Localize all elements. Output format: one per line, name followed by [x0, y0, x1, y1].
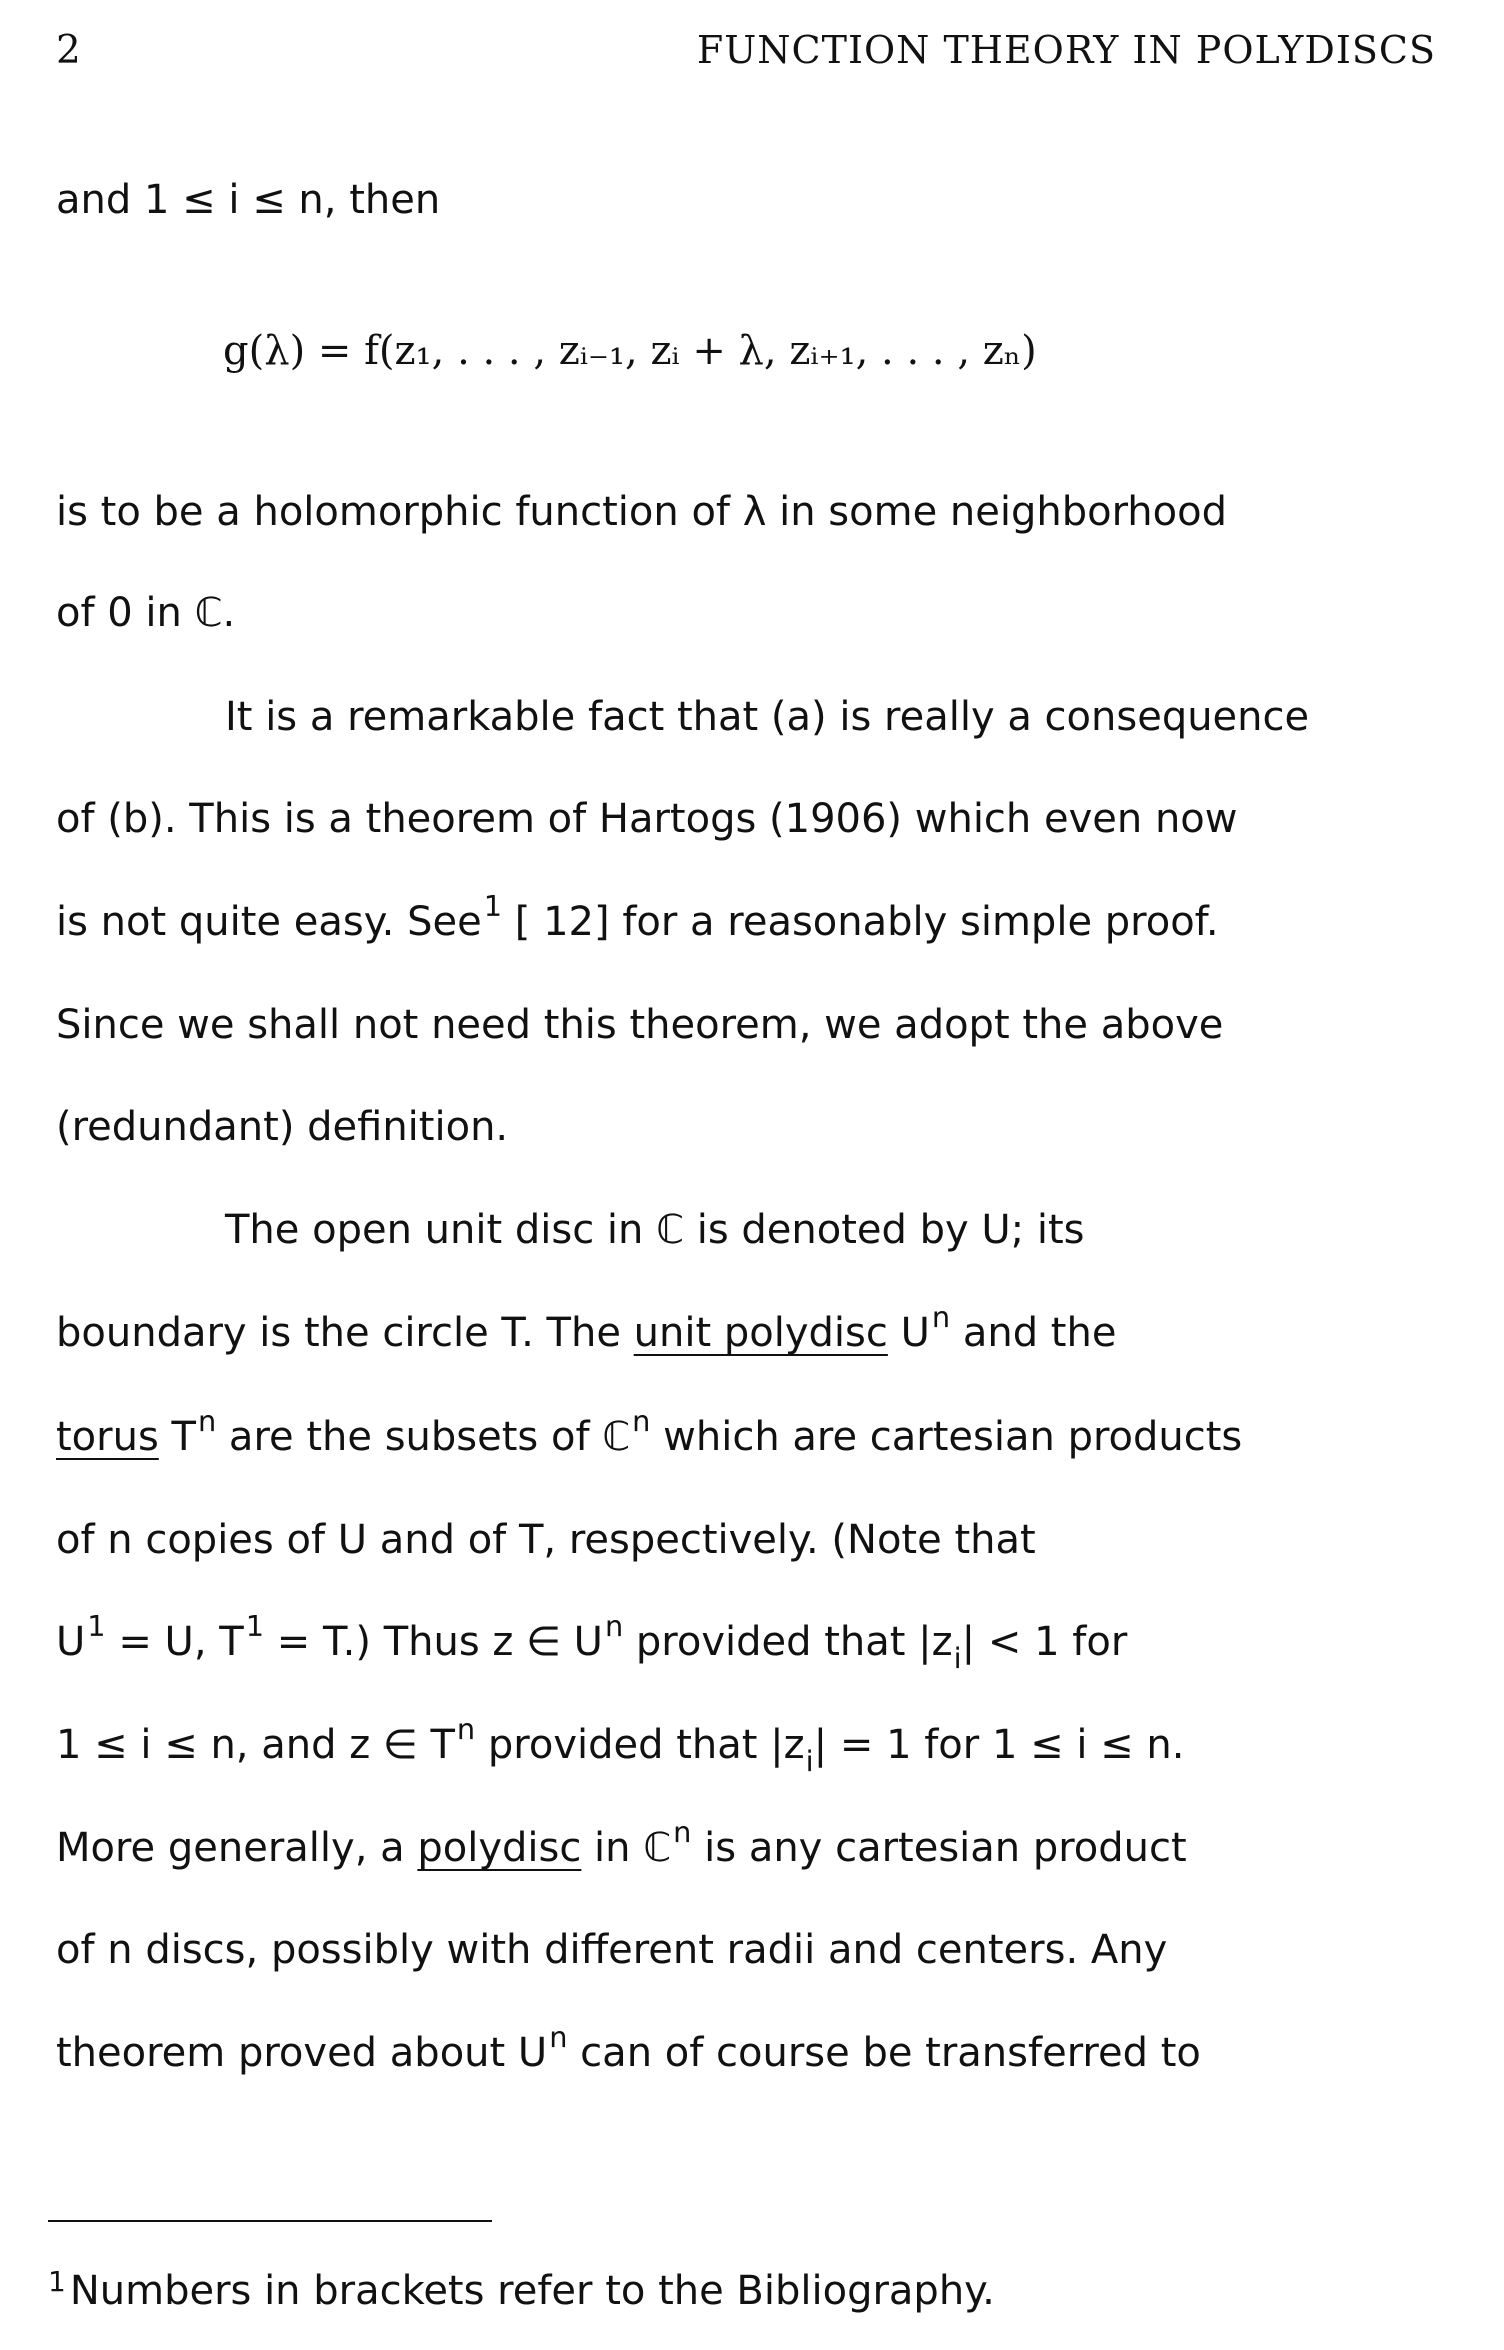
footnote: [48, 2265, 995, 2314]
text-line-8: (redundant) definition.: [56, 1104, 509, 1150]
term-unit-polydisc: unit polydisc: [633, 1310, 888, 1356]
superscript: n: [197, 1404, 217, 1439]
text-segment: is any cartesian product: [691, 1825, 1187, 1871]
display-equation: g(λ) = f(z₁, . . . , zᵢ₋₁, zᵢ + λ, zᵢ₊₁, . . . , zₙ): [223, 328, 1037, 374]
text-line-2: is to be a holomorphic function of λ in some neighborhood: [56, 489, 1227, 535]
footnote-text: Numbers in brackets refer to the Bibliography.: [69, 2268, 995, 2314]
text-segment: can of course be transferred to: [567, 2030, 1201, 2076]
text-line-16: of n discs, possibly with different radii and centers. Any: [56, 1927, 1168, 1973]
text-segment: in ℂ: [581, 1825, 672, 1871]
text-line-3: of 0 in ℂ.: [56, 590, 236, 636]
superscript: n: [456, 1712, 476, 1747]
superscript: n: [632, 1404, 651, 1439]
text-line-12: of n copies of U and of T, respectively. (Note that: [56, 1517, 1036, 1563]
text-segment: U: [887, 1310, 930, 1356]
text-line-10: [56, 1300, 1117, 1356]
footnote-separator: [48, 2220, 492, 2222]
text-segment: provided that |z: [623, 1619, 953, 1665]
text-segment: = U, T: [105, 1619, 244, 1665]
text-line-1: and 1 ≤ i ≤ n, then: [56, 177, 441, 223]
text-segment: which are cartesian products: [650, 1414, 1243, 1460]
text-segment: U: [56, 1619, 86, 1665]
text-line-7: Since we shall not need this theorem, we adopt the above: [56, 1002, 1224, 1048]
text-segment: is not quite easy. See: [56, 899, 482, 945]
text-line-17: [56, 2020, 1201, 2076]
text-segment: | < 1 for: [961, 1619, 1128, 1665]
text-line-15: [56, 1815, 1187, 1871]
text-line-4: It is a remarkable fact that (a) is really a consequence: [225, 694, 1310, 740]
text-line-13: [56, 1609, 1128, 1675]
superscript: 1: [87, 1609, 106, 1644]
superscript: 1: [245, 1609, 265, 1644]
term-torus: torus: [56, 1414, 159, 1460]
text-segment: | = 1 for 1 ≤ i ≤ n.: [813, 1722, 1185, 1768]
text-segment: More generally, a: [56, 1825, 418, 1871]
subscript: i: [805, 1743, 814, 1778]
running-title: FUNCTION THEORY IN POLYDISCS: [696, 28, 1436, 72]
text-segment: provided that |z: [475, 1722, 805, 1768]
text-segment: T: [158, 1414, 196, 1460]
text-segment: boundary is the circle T. The: [56, 1310, 634, 1356]
text-line-9: The open unit disc in ℂ is denoted by U; its: [225, 1207, 1085, 1253]
text-segment: and the: [950, 1310, 1117, 1356]
superscript: n: [673, 1815, 692, 1850]
text-line-6: [56, 889, 1219, 945]
subscript: i: [953, 1640, 962, 1675]
text-segment: [ 12] for a reasonably simple proof.: [514, 899, 1219, 945]
text-line-11: [56, 1404, 1243, 1460]
footnote-mark: 1: [48, 2265, 66, 2299]
text-segment: 1 ≤ i ≤ n, and z ∈ T: [56, 1722, 455, 1768]
superscript: n: [549, 2020, 568, 2055]
text-line-14: [56, 1712, 1185, 1778]
superscript: n: [931, 1300, 951, 1335]
text-segment: = T.) Thus z ∈ U: [264, 1619, 603, 1665]
footnote-reference: 1: [483, 889, 503, 924]
page-number: 2: [56, 28, 82, 73]
superscript: n: [604, 1609, 624, 1644]
term-polydisc: polydisc: [417, 1825, 582, 1871]
text-line-5: of (b). This is a theorem of Hartogs (1906) which even now: [56, 796, 1238, 842]
text-segment: are the subsets of ℂ: [216, 1414, 631, 1460]
text-segment: theorem proved about U: [56, 2030, 548, 2076]
